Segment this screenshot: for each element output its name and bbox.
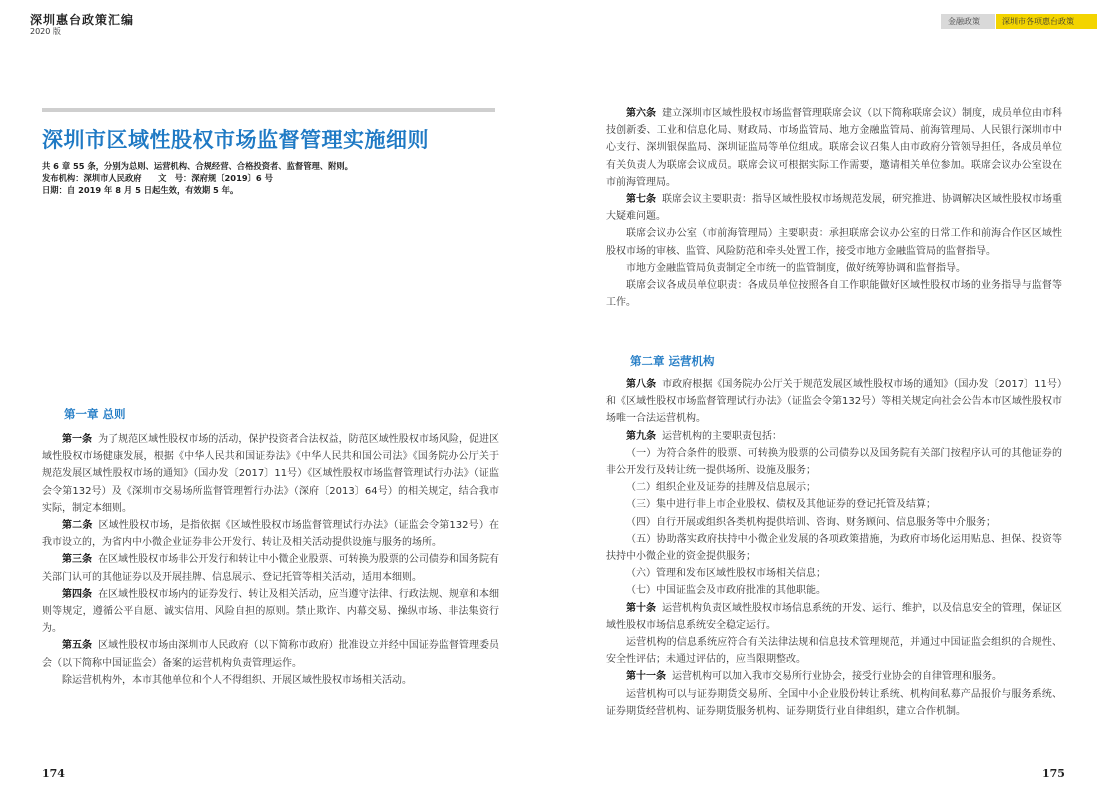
- title-rule-bar: [42, 108, 495, 112]
- article-10-paragraph-2: 运营机构的信息系统应符合有关法律法规和信息技术管理规范，并通过中国证监会组织的合规性、安全性评估；未通过评估的，应当限期整改。: [606, 637, 1062, 666]
- article-7-text: 联席会议主要职责：指导区域性股权市场规范发展，研究推进、协调解决区域性股权市场重大疑难问题。: [606, 194, 1062, 223]
- article-10-label: 第十条: [626, 602, 656, 614]
- article-7-label: 第七条: [626, 194, 656, 206]
- article-6-label: 第六条: [626, 108, 656, 119]
- article-6-text: 建立深圳市区域性股权市场监督管理联席会议（以下简称联席会议）制度，成员单位由市科技创新委、工业和信息化局、财政局、市场监管局、地方金融监管局、前海管理局、人民银行深圳市中心支行、深圳银保监局、深圳证监局等单位组成。联席会议召集人由市政府分管领导担任，各成员单位有关负责人为联席会议成员。联席会议可根据实际工作需要，邀请相关单位参加。联席会议办公室设在市前海管理局。: [606, 108, 1062, 188]
- article-8-text: 市政府根据《国务院办公厅关于规范发展区域性股权市场的通知》（国办发〔2017〕11号）和《区域性股权市场监督管理试行办法》（证监会令第132号）等相关规定向社会公告本市区域性股权市场唯一合法运营机构。: [606, 379, 1062, 425]
- article-9-text: 运营机构的主要职责包括：: [662, 430, 782, 442]
- article-8-label: 第八条: [626, 379, 657, 390]
- document-issuer: 发布机构：深圳市人民政府 文 号：深府规〔2019〕6 号: [42, 173, 273, 183]
- article-7: [606, 191, 1062, 225]
- article-9-item-6: （六）管理和发布区域性股权市场相关信息；: [626, 568, 826, 580]
- right-column-text-bottom: [606, 376, 1062, 720]
- article-9-item-4: （四）自行开展或组织各类机构提供培训、咨询、财务顾问、信息服务等中介服务；: [626, 516, 996, 528]
- article-9-item-5: （五）协助落实政府扶持中小微企业发展的各项政策措施，为政府市场化运用贴息、担保、投资等扶持中小微企业的资金提供服务；: [606, 533, 1062, 563]
- article-8: [606, 376, 1062, 428]
- article-4: [42, 586, 499, 638]
- article-3-text: 在区域性股权市场非公开发行和转让中小微企业股票、可转换为股票的公司债券和国务院有关部门认可的其他证券以及开展挂牌、信息展示、登记托管等相关活动，适用本细则。: [42, 554, 500, 583]
- article-10-text: 运营机构负责区域性股权市场信息系统的开发、运行、维护，以及信息安全的管理，保证区域性股权市场信息系统安全稳定运行。: [606, 602, 1062, 631]
- article-5-paragraph-2: 除运营机构外，本市其他单位和个人不得组织、开展区域性股权市场相关活动。: [62, 674, 412, 686]
- article-1: [42, 431, 499, 517]
- article-3: [42, 551, 499, 585]
- article-1-label: 第一条: [62, 434, 93, 445]
- article-5-label: 第五条: [62, 640, 93, 652]
- article-11-label: 第十一条: [626, 671, 666, 683]
- right-column-text-top: [606, 105, 1062, 311]
- article-5: [42, 637, 499, 671]
- article-7-paragraph-2: 联席会议办公室（市前海管理局）主要职责：承担联席会议办公室的日常工作和前海合作区区域性股权市场的审核、监管、风险防范和牵头处置工作，接受市地方金融监管局的监督指导。: [606, 228, 1062, 257]
- article-3-label: 第三条: [62, 554, 93, 566]
- article-11-text: 运营机构可以加入我市交易所行业协会，接受行业协会的自律管理和服务。: [672, 671, 1002, 683]
- document-title: 深圳市区域性股权市场监督管理实施细则: [42, 128, 429, 152]
- article-7-paragraph-3: 市地方金融监管局负责制定全市统一的监管制度，做好统筹协调和监督指导。: [626, 262, 966, 274]
- article-9-item-7: （七）中国证监会及市政府批准的其他职能。: [626, 585, 826, 597]
- article-1-text: 为了规范区域性股权市场的活动，保护投资者合法权益，防范区域性股权市场风险，促进区域性股权市场健康发展，根据《中华人民共和国证券法》《中华人民共和国公司法》《国务院办公厅关于规范发展区域性股权市场的通知》（国办发〔2017〕11号）《区域性股权市场监督管理试行办法》（证监会令第132号）及《深圳市交易场所监督管理暂行办法》（深府〔2013〕64号）的相关规定，结合我市实际，制定本细则。: [42, 434, 500, 514]
- page-number-right: 175: [1042, 767, 1065, 780]
- article-9-item-3: （三）集中进行非上市企业股权、债权及其他证券的登记托管及结算；: [626, 499, 936, 511]
- article-2-label: 第二条: [62, 520, 93, 532]
- article-4-text: 在区域性股权市场内的证券发行、转让及相关活动，应当遵守法律、行政法规、规章和本细则等规定，遵循公平自愿、诚实信用、风险自担的原则。禁止欺诈、内幕交易、操纵市场、非法集资行为。: [42, 588, 500, 635]
- article-9-item-2: （二）组织企业及证券的挂牌及信息展示；: [626, 482, 816, 494]
- article-11: [606, 668, 1062, 685]
- article-10: [606, 600, 1062, 634]
- book-edition-year: 2020 版: [30, 27, 61, 36]
- chapter-1-heading: 第一章 总则: [64, 407, 126, 421]
- page-number-left: 174: [42, 767, 65, 780]
- article-9-label: 第九条: [626, 430, 656, 442]
- document-date: 日期：自 2019 年 8 月 5 日起生效，有效期 5 年。: [42, 185, 239, 195]
- article-9: [606, 428, 1062, 445]
- article-11-paragraph-2: 运营机构可以与证券期货交易所、全国中小企业股份转让系统、机构间私募产品报价与服务系统、证券期货经营机构、证券期货服务机构、证券期货行业自律组织，建立合作机制。: [606, 688, 1062, 717]
- article-5-text: 区域性股权市场由深圳市人民政府（以下简称市政府）批准设立并经中国证券监督管理委员会（以下简称中国证监会）备案的运营机构负责管理运作。: [42, 640, 500, 669]
- tag-shenzhen-policies: 深圳市各项惠台政策: [996, 14, 1097, 29]
- article-9-item-1: （一）为符合条件的股票、可转换为股票的公司债券以及国务院有关部门按程序认可的其他证券的非公开发行及转让统一提供场所、设施及服务；: [606, 447, 1062, 477]
- article-2: [42, 517, 499, 551]
- article-4-label: 第四条: [62, 588, 93, 600]
- left-column-text: [42, 431, 499, 689]
- article-7-paragraph-4: 联席会议各成员单位职责：各成员单位按照各自工作职能做好区域性股权市场的业务指导与监督等工作。: [606, 280, 1062, 309]
- article-2-text: 区域性股权市场，是指依据《区域性股权市场监督管理试行办法》（证监会令第132号）在我市设立的，为省内中小微企业证券非公开发行、转让及相关活动提供设施与服务的场所。: [42, 520, 500, 549]
- book-title: 深圳惠台政策汇编: [30, 13, 135, 27]
- section-tags: [941, 14, 1097, 29]
- chapter-2-heading: 第二章 运营机构: [630, 354, 715, 368]
- document-summary: 共 6 章 55 条，分别为总则、运营机构、合规经营、合格投资者、监督管理、附则。: [42, 161, 353, 171]
- article-6: [606, 105, 1062, 191]
- tag-finance-policy: 金融政策: [941, 14, 995, 29]
